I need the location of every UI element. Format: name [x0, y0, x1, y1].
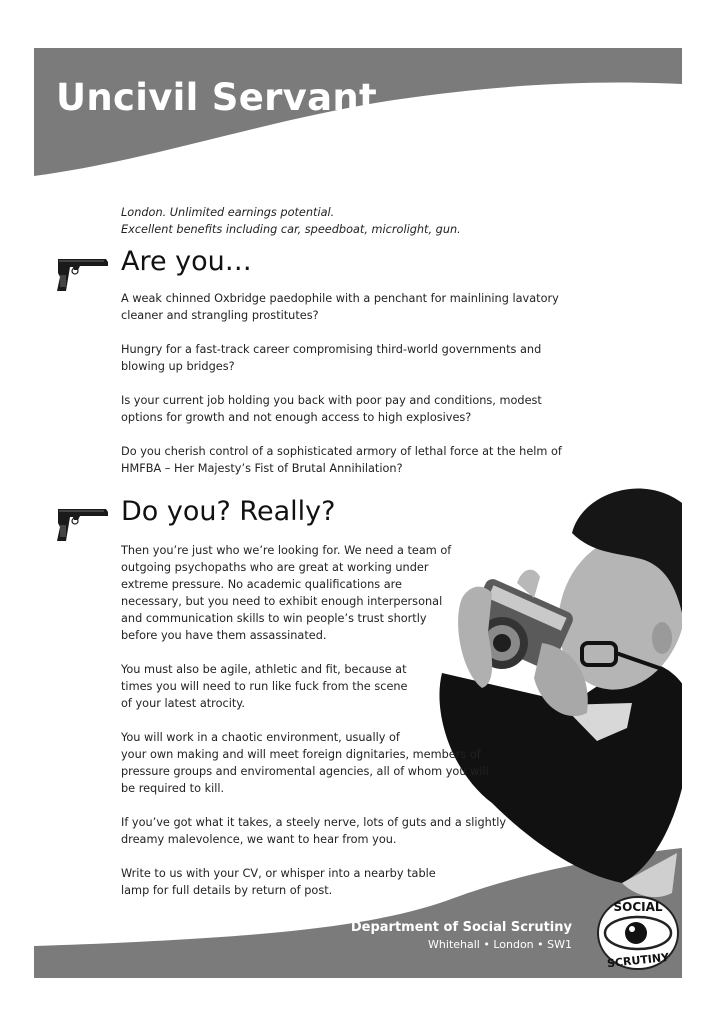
pistol-icon [54, 503, 110, 543]
text-line: lamp for full details by return of post. [121, 884, 333, 897]
text-line: Is your current job holding you back with poor pay and conditions, modest [121, 394, 542, 407]
pistol-icon [54, 253, 110, 293]
text-line: blowing up bridges? [121, 360, 235, 373]
text-line: times you will need to run like fuck from the scene [121, 680, 408, 693]
text-line: Write to us with your CV, or whisper into a nearby table [121, 867, 436, 880]
logo-top-text: SOCIAL [613, 900, 663, 914]
paragraph [121, 661, 506, 712]
text-line: of your latest atrocity. [121, 697, 245, 710]
footer-address: Whitehall • London • SW1 [428, 938, 572, 951]
paragraph [121, 443, 562, 477]
paragraph [121, 341, 562, 375]
text-line: You will work in a chaotic environment, usually of [121, 731, 400, 744]
section-heading-are-you: Are you… [121, 246, 252, 277]
text-line: be required to kill. [121, 782, 225, 795]
footer-department: Department of Social Scrutiny [350, 920, 572, 935]
text-line: before you have them assassinated. [121, 629, 327, 642]
paragraph [121, 542, 506, 644]
text-line: options for growth and not enough access to high explosives? [121, 411, 472, 424]
paragraph [121, 865, 506, 899]
text-line: Do you cherish control of a sophisticated armory of lethal force at the helm of [121, 445, 562, 458]
text-line: If you’ve got what it takes, a steely nerve, lots of guts and a slightly [121, 816, 507, 829]
text-line: HMFBA – Her Majesty’s Fist of Brutal Annihilation? [121, 462, 403, 475]
paragraph [121, 814, 506, 848]
poster [34, 48, 682, 978]
intro-line: Excellent benefits including car, speedboat, microlight, gun. [121, 223, 461, 236]
logo-bottom-text: SCRUTINY [606, 950, 670, 971]
text-line: extreme pressure. No academic qualifications are [121, 578, 402, 591]
section-do-you-really-body [121, 542, 506, 899]
headline: Uncivil Servant. [56, 76, 392, 119]
intro-text [121, 204, 461, 238]
social-scrutiny-logo [596, 894, 680, 972]
text-line: dreamy malevolence, we want to hear from you. [121, 833, 397, 846]
paragraph [121, 290, 562, 324]
text-line: Then you’re just who we’re looking for. We need a team of [121, 544, 452, 557]
text-line: outgoing psychopaths who are great at working under [121, 561, 429, 574]
text-line: and communication skills to win people’s trust shortly [121, 612, 427, 625]
intro-line: London. Unlimited earnings potential. [121, 206, 335, 219]
paragraph [121, 729, 506, 797]
text-line: A weak chinned Oxbridge paedophile with a penchant for mainlining lavatory [121, 292, 559, 305]
eye-pupil-icon [625, 922, 647, 944]
text-line: Hungry for a fast-track career compromising third-world governments and [121, 343, 542, 356]
section-are-you-body [121, 290, 562, 477]
text-line: your own making and will meet foreign dignitaries, members of [121, 748, 481, 761]
text-line: You must also be agile, athletic and fit, because at [121, 663, 407, 676]
text-line: pressure groups and enviromental agencies, all of whom you will [121, 765, 489, 778]
text-line: cleaner and strangling prostitutes? [121, 309, 319, 322]
section-heading-do-you-really: Do you? Really? [121, 496, 336, 527]
paragraph [121, 392, 562, 426]
text-line: necessary, but you need to exhibit enough interpersonal [121, 595, 443, 608]
